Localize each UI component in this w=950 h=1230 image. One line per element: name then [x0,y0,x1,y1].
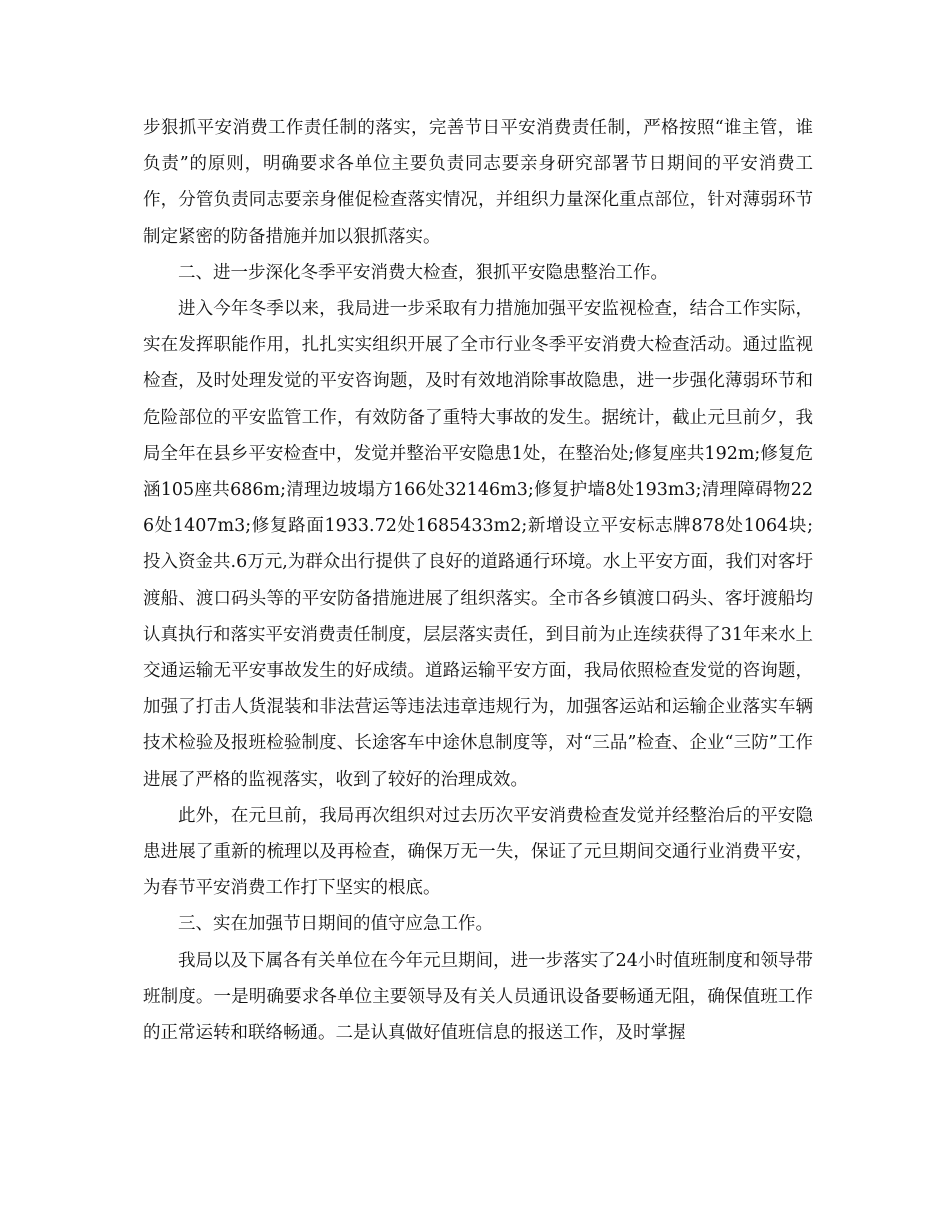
heading-winter-inspection: 二、进一步深化冬季平安消费大检查，狠抓平安隐患整治工作。 [178,262,668,283]
heading-duty-emergency: 三、实在加强节日期间的值守应急工作。 [178,914,493,935]
paragraph-winter-inspection: 进入今年冬季以来，我局进一步采取有力措施加强平安监视检查，结合工作实际，实在发挥职能作用，扎扎实实组织开展了全市行业冬季平安消费大检查活动。通过监视检查，及时处理发觉的平安咨询题，及时有效地消除事故隐患，进一步强化薄弱环节和危险部位的平安监管工作，有效防备了重特大事故的发生。据统计，截止元旦前夕，我局全年在县乡平安检查中，发觉并整治平安隐患1处，在整治处;修复座共192m;修复危涵105座共686m;清理边坡塌方166处32146m3;修复护墙8处193m3;清理障碍物226处1407m3;修复路面1933.72处1685433m2;新增设立平安标志牌878处1064块;投入资金共.6万元,为群众出行提供了良好的道路通行环境。水上平安方面，我们对客圩渡船、渡口码头等的平安防备措施进展了组织落实。全市各乡镇渡口码头、客圩渡船均认真执行和落实平安消费责任制度，层层落实责任，到目前为止连续获得了31年来水上交通运输无平安事故发生的好成绩。道路运输平安方面，我局依照检查发觉的咨询题，加强了打击人货混装和非法营运等违法违章违规行为，加强客运站和运输企业落实车辆技术检验及报班检验制度、长途客车中途休息制度等，对“三品”检查、企业“三防”工作进展了严格的监视落实，收到了较好的治理成效。 [143,299,813,790]
paragraph-duty-system: 我局以及下属各有关单位在今年元旦期间，进一步落实了24小时值班制度和领导带班制度。一是明确要求各单位主要领导及有关人员通讯设备要畅通无阻，确保值班工作的正常运转和联络畅通。二是认真做好值班信息的报送工作，及时掌握 [143,950,813,1044]
paragraph-responsibility-system: 步狠抓平安消费工作责任制的落实，完善节日平安消费责任制，严格按照“谁主管，谁负责”的原则，明确要求各单位主要负责同志要亲身研究部署节日期间的平安消费工作，分管负责同志要亲身催促检查落实情况，并组织力量深化重点部位，针对薄弱环节制定紧密的防备措施并加以狠抓落实。 [143,118,813,247]
document-body [143,110,813,1051]
paragraph-re-inspection: 此外，在元旦前，我局再次组织对过去历次平安消费检查发觉并经整治后的平安隐患进展了重新的梳理以及再检查，确保万无一失，保证了元旦期间交通行业消费平安，为春节平安消费工作打下坚实的根底。 [143,805,813,899]
